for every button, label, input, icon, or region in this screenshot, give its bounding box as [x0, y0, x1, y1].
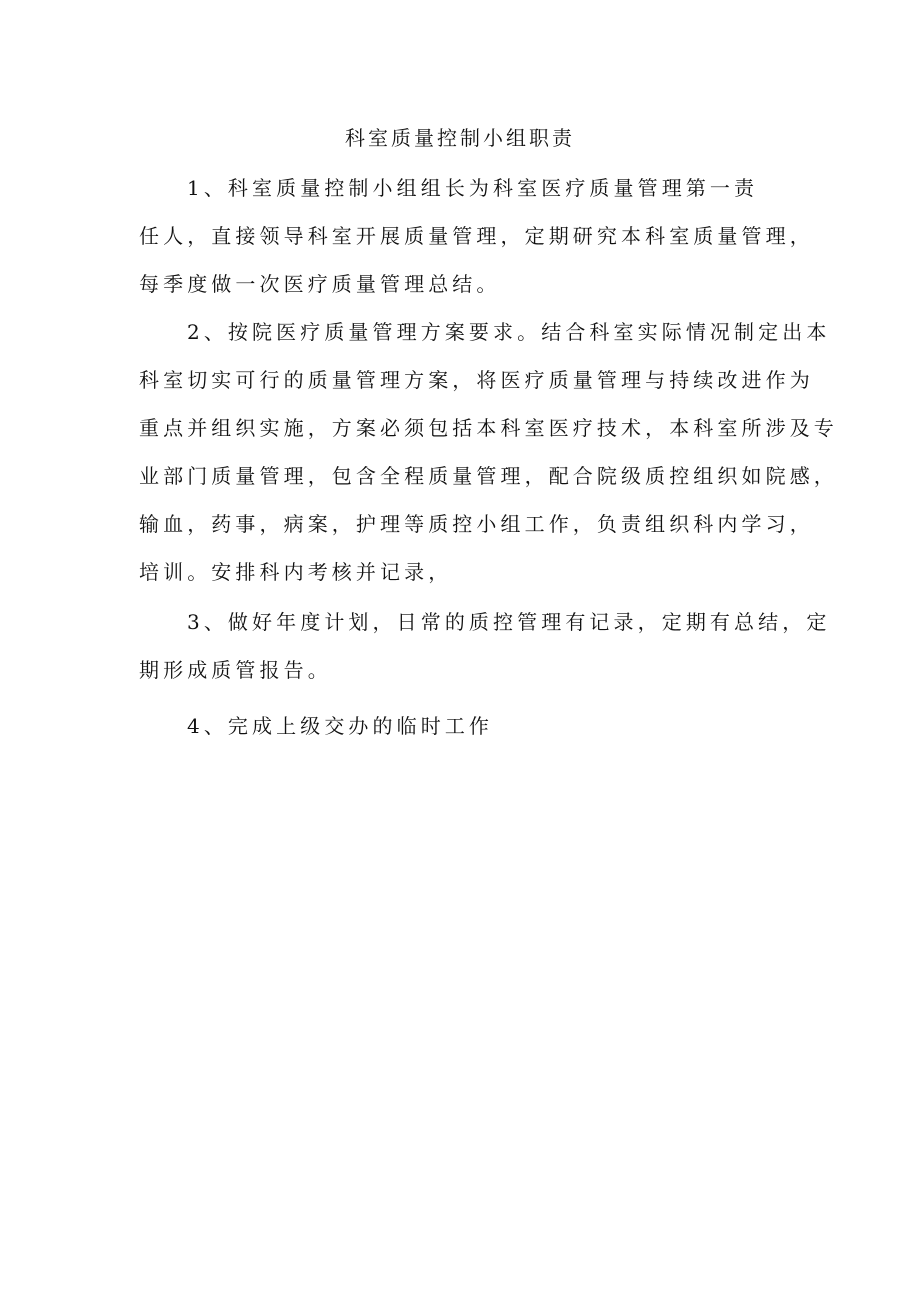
paragraph-line: 4、完成上级交办的临时工作	[187, 714, 494, 738]
paragraph-3	[139, 598, 831, 694]
paragraph-line: 培训。安排科内考核并记录，	[139, 560, 453, 584]
paragraph-line: 任人，直接领导科室开展质量管理，定期研究本科室质量管理，	[139, 224, 814, 248]
paragraph-line: 科室切实可行的质量管理方案，将医疗质量管理与持续改进作为	[139, 368, 814, 392]
paragraph-line: 业部门质量管理，包含全程质量管理，配合院级质控组织如院感，	[139, 464, 838, 488]
paragraph-line: 每季度做一次医疗质量管理总结。	[139, 272, 501, 296]
paragraph-1	[139, 164, 819, 308]
paragraph-2	[139, 308, 838, 596]
paragraph-4	[139, 702, 819, 750]
paragraph-line: 2、按院医疗质量管理方案要求。结合科室实际情况制定出本	[187, 320, 831, 344]
document-title: 科室质量控制小组职责	[345, 126, 575, 150]
paragraph-line: 输血，药事，病案，护理等质控小组工作，负责组织科内学习，	[139, 512, 814, 536]
paragraph-line: 3、做好年度计划，日常的质控管理有记录，定期有总结，定	[187, 610, 831, 634]
paragraph-line: 1、科室质量控制小组组长为科室医疗质量管理第一责	[187, 176, 759, 200]
paragraph-line: 重点并组织实施，方案必须包括本科室医疗技术，本科室所涉及专	[139, 416, 838, 440]
paragraph-line: 期形成质管报告。	[139, 658, 332, 682]
